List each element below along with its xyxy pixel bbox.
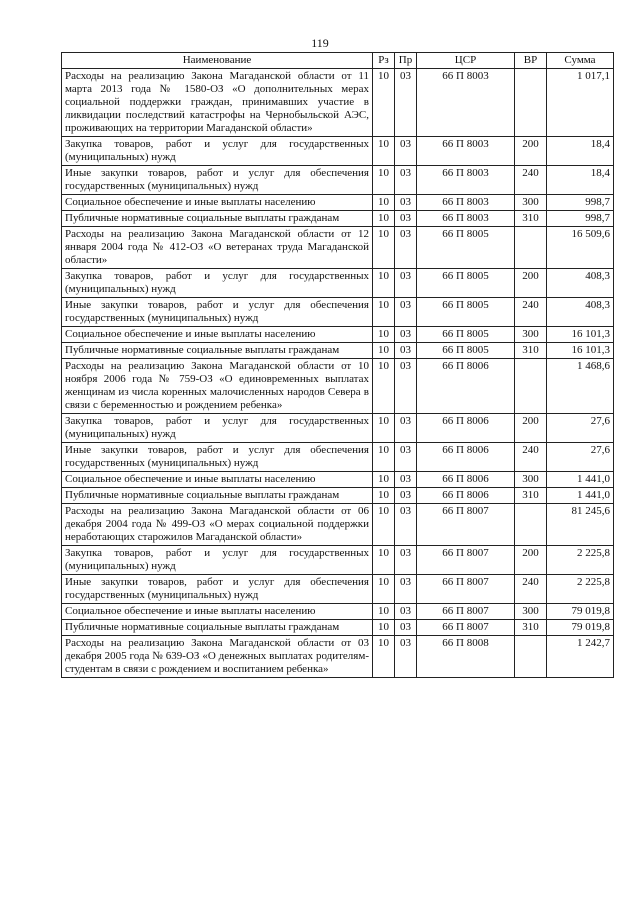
row-sum-cell: 79 019,8 [547,604,614,620]
row-vr-cell: 310 [515,488,547,504]
row-vr-cell: 240 [515,575,547,604]
row-rz-cell: 10 [373,195,395,211]
row-vr-cell [515,359,547,414]
row-pr-cell: 03 [395,227,417,269]
row-pr-cell: 03 [395,488,417,504]
row-pr-cell: 03 [395,298,417,327]
row-pr-cell: 03 [395,69,417,137]
row-rz-cell: 10 [373,575,395,604]
table-row [62,195,614,211]
row-pr-cell: 03 [395,504,417,546]
row-sum-cell: 16 101,3 [547,343,614,359]
row-name-cell: Расходы на реализацию Закона Магаданской области от 12 января 2004 года № 412-ОЗ «О ветеранах труда Магаданской области» [62,227,373,269]
row-sum-cell: 27,6 [547,414,614,443]
row-sum-cell: 81 245,6 [547,504,614,546]
row-vr-cell: 300 [515,195,547,211]
row-name-cell: Социальное обеспечение и иные выплаты населению [62,327,373,343]
row-sum-cell: 18,4 [547,166,614,195]
row-vr-cell: 300 [515,604,547,620]
row-sum-cell: 2 225,8 [547,575,614,604]
row-rz-cell: 10 [373,488,395,504]
header-name: Наименование [62,53,373,69]
row-rz-cell: 10 [373,227,395,269]
table-row [62,359,614,414]
row-csr-cell: 66 П 8006 [417,414,515,443]
table-row [62,636,614,678]
row-name-cell: Расходы на реализацию Закона Магаданской области от 06 декабря 2004 года № 499-ОЗ «О мерах социальной поддержки неработающих старожилов Магаданской области» [62,504,373,546]
table-row [62,620,614,636]
row-vr-cell: 300 [515,327,547,343]
row-csr-cell: 66 П 8005 [417,227,515,269]
row-pr-cell: 03 [395,327,417,343]
row-rz-cell: 10 [373,443,395,472]
row-vr-cell: 240 [515,166,547,195]
row-pr-cell: 03 [395,575,417,604]
row-vr-cell [515,227,547,269]
header-pr: Пр [395,53,417,69]
row-sum-cell: 408,3 [547,298,614,327]
row-csr-cell: 66 П 8006 [417,488,515,504]
row-sum-cell: 1 017,1 [547,69,614,137]
row-name-cell: Публичные нормативные социальные выплаты гражданам [62,211,373,227]
row-vr-cell: 200 [515,546,547,575]
row-pr-cell: 03 [395,269,417,298]
row-pr-cell: 03 [395,137,417,166]
row-rz-cell: 10 [373,414,395,443]
row-name-cell: Закупка товаров, работ и услуг для государственных (муниципальных) нужд [62,269,373,298]
row-pr-cell: 03 [395,620,417,636]
row-name-cell: Социальное обеспечение и иные выплаты населению [62,195,373,211]
row-pr-cell: 03 [395,472,417,488]
row-name-cell: Публичные нормативные социальные выплаты гражданам [62,620,373,636]
table-row [62,488,614,504]
row-name-cell: Закупка товаров, работ и услуг для государственных (муниципальных) нужд [62,546,373,575]
row-pr-cell: 03 [395,546,417,575]
row-name-cell: Закупка товаров, работ и услуг для государственных (муниципальных) нужд [62,414,373,443]
header-sum: Сумма [547,53,614,69]
table-row [62,137,614,166]
header-rz: Рз [373,53,395,69]
page-number: 119 [311,36,329,50]
row-pr-cell: 03 [395,211,417,227]
row-rz-cell: 10 [373,546,395,575]
row-pr-cell: 03 [395,443,417,472]
row-name-cell: Иные закупки товаров, работ и услуг для обеспечения государственных (муниципальных) нужд [62,298,373,327]
row-sum-cell: 1 468,6 [547,359,614,414]
row-csr-cell: 66 П 8005 [417,269,515,298]
row-csr-cell: 66 П 8003 [417,137,515,166]
row-vr-cell: 310 [515,620,547,636]
row-name-cell: Публичные нормативные социальные выплаты гражданам [62,488,373,504]
row-sum-cell: 2 225,8 [547,546,614,575]
table-row [62,211,614,227]
row-rz-cell: 10 [373,636,395,678]
row-csr-cell: 66 П 8006 [417,359,515,414]
table-header-row [62,53,614,69]
row-rz-cell: 10 [373,343,395,359]
row-vr-cell: 240 [515,298,547,327]
row-rz-cell: 10 [373,269,395,298]
row-pr-cell: 03 [395,166,417,195]
row-name-cell: Иные закупки товаров, работ и услуг для обеспечения государственных (муниципальных) нужд [62,166,373,195]
row-csr-cell: 66 П 8007 [417,575,515,604]
row-vr-cell: 310 [515,211,547,227]
row-name-cell: Иные закупки товаров, работ и услуг для обеспечения государственных (муниципальных) нужд [62,575,373,604]
row-pr-cell: 03 [395,636,417,678]
row-csr-cell: 66 П 8003 [417,69,515,137]
row-name-cell: Закупка товаров, работ и услуг для государственных (муниципальных) нужд [62,137,373,166]
row-rz-cell: 10 [373,359,395,414]
row-rz-cell: 10 [373,472,395,488]
row-csr-cell: 66 П 8005 [417,298,515,327]
row-rz-cell: 10 [373,298,395,327]
table-row [62,166,614,195]
table-body [62,69,614,678]
row-rz-cell: 10 [373,211,395,227]
row-vr-cell [515,69,547,137]
row-name-cell: Социальное обеспечение и иные выплаты населению [62,604,373,620]
row-vr-cell [515,636,547,678]
row-name-cell: Расходы на реализацию Закона Магаданской области от 03 декабря 2005 года № 639-ОЗ «О денежных выплатах родителям-студентам в связи с рождением и воспитанием ребенка» [62,636,373,678]
row-pr-cell: 03 [395,195,417,211]
row-pr-cell: 03 [395,359,417,414]
table-row [62,269,614,298]
row-name-cell: Иные закупки товаров, работ и услуг для обеспечения государственных (муниципальных) нужд [62,443,373,472]
row-sum-cell: 18,4 [547,137,614,166]
table-row [62,604,614,620]
row-name-cell: Расходы на реализацию Закона Магаданской области от 10 ноября 2006 года № 759-ОЗ «О единовременных выплатах женщинам из числа коренных малочисленных народов Севера в связи с беременностью и рождением ребенка» [62,359,373,414]
row-sum-cell: 1 441,0 [547,488,614,504]
budget-table [61,52,614,678]
header-vr: ВР [515,53,547,69]
row-vr-cell [515,504,547,546]
row-pr-cell: 03 [395,604,417,620]
row-rz-cell: 10 [373,620,395,636]
row-rz-cell: 10 [373,137,395,166]
row-vr-cell: 310 [515,343,547,359]
row-rz-cell: 10 [373,604,395,620]
row-rz-cell: 10 [373,504,395,546]
row-csr-cell: 66 П 8006 [417,443,515,472]
table-row [62,414,614,443]
row-csr-cell: 66 П 8007 [417,504,515,546]
row-pr-cell: 03 [395,414,417,443]
row-csr-cell: 66 П 8006 [417,472,515,488]
row-name-cell: Расходы на реализацию Закона Магаданской области от 11 марта 2013 года № 1580-ОЗ «О дополнительных мерах социальной поддержки граждан, принимавших участие в ликвидации последствий катастрофы на Чернобыльской АЭС, проживающих на территории Магаданской области» [62,69,373,137]
row-csr-cell: 66 П 8007 [417,546,515,575]
row-sum-cell: 1 242,7 [547,636,614,678]
row-csr-cell: 66 П 8007 [417,620,515,636]
table-row [62,343,614,359]
row-vr-cell: 200 [515,414,547,443]
table-row [62,69,614,137]
row-sum-cell: 998,7 [547,195,614,211]
table-row [62,504,614,546]
table-row [62,227,614,269]
row-sum-cell: 16 509,6 [547,227,614,269]
row-sum-cell: 408,3 [547,269,614,298]
row-name-cell: Публичные нормативные социальные выплаты гражданам [62,343,373,359]
row-vr-cell: 240 [515,443,547,472]
row-vr-cell: 300 [515,472,547,488]
row-csr-cell: 66 П 8003 [417,211,515,227]
table-row [62,546,614,575]
row-sum-cell: 16 101,3 [547,327,614,343]
row-sum-cell: 79 019,8 [547,620,614,636]
row-sum-cell: 998,7 [547,211,614,227]
row-csr-cell: 66 П 8005 [417,343,515,359]
row-csr-cell: 66 П 8007 [417,604,515,620]
row-rz-cell: 10 [373,166,395,195]
row-vr-cell: 200 [515,137,547,166]
table-row [62,443,614,472]
row-rz-cell: 10 [373,69,395,137]
row-rz-cell: 10 [373,327,395,343]
row-sum-cell: 1 441,0 [547,472,614,488]
row-csr-cell: 66 П 8003 [417,166,515,195]
header-csr: ЦСР [417,53,515,69]
table-row [62,472,614,488]
row-pr-cell: 03 [395,343,417,359]
table-row [62,327,614,343]
row-sum-cell: 27,6 [547,443,614,472]
row-csr-cell: 66 П 8005 [417,327,515,343]
row-vr-cell: 200 [515,269,547,298]
row-csr-cell: 66 П 8003 [417,195,515,211]
row-csr-cell: 66 П 8008 [417,636,515,678]
table-row [62,298,614,327]
row-name-cell: Социальное обеспечение и иные выплаты населению [62,472,373,488]
table-row [62,575,614,604]
